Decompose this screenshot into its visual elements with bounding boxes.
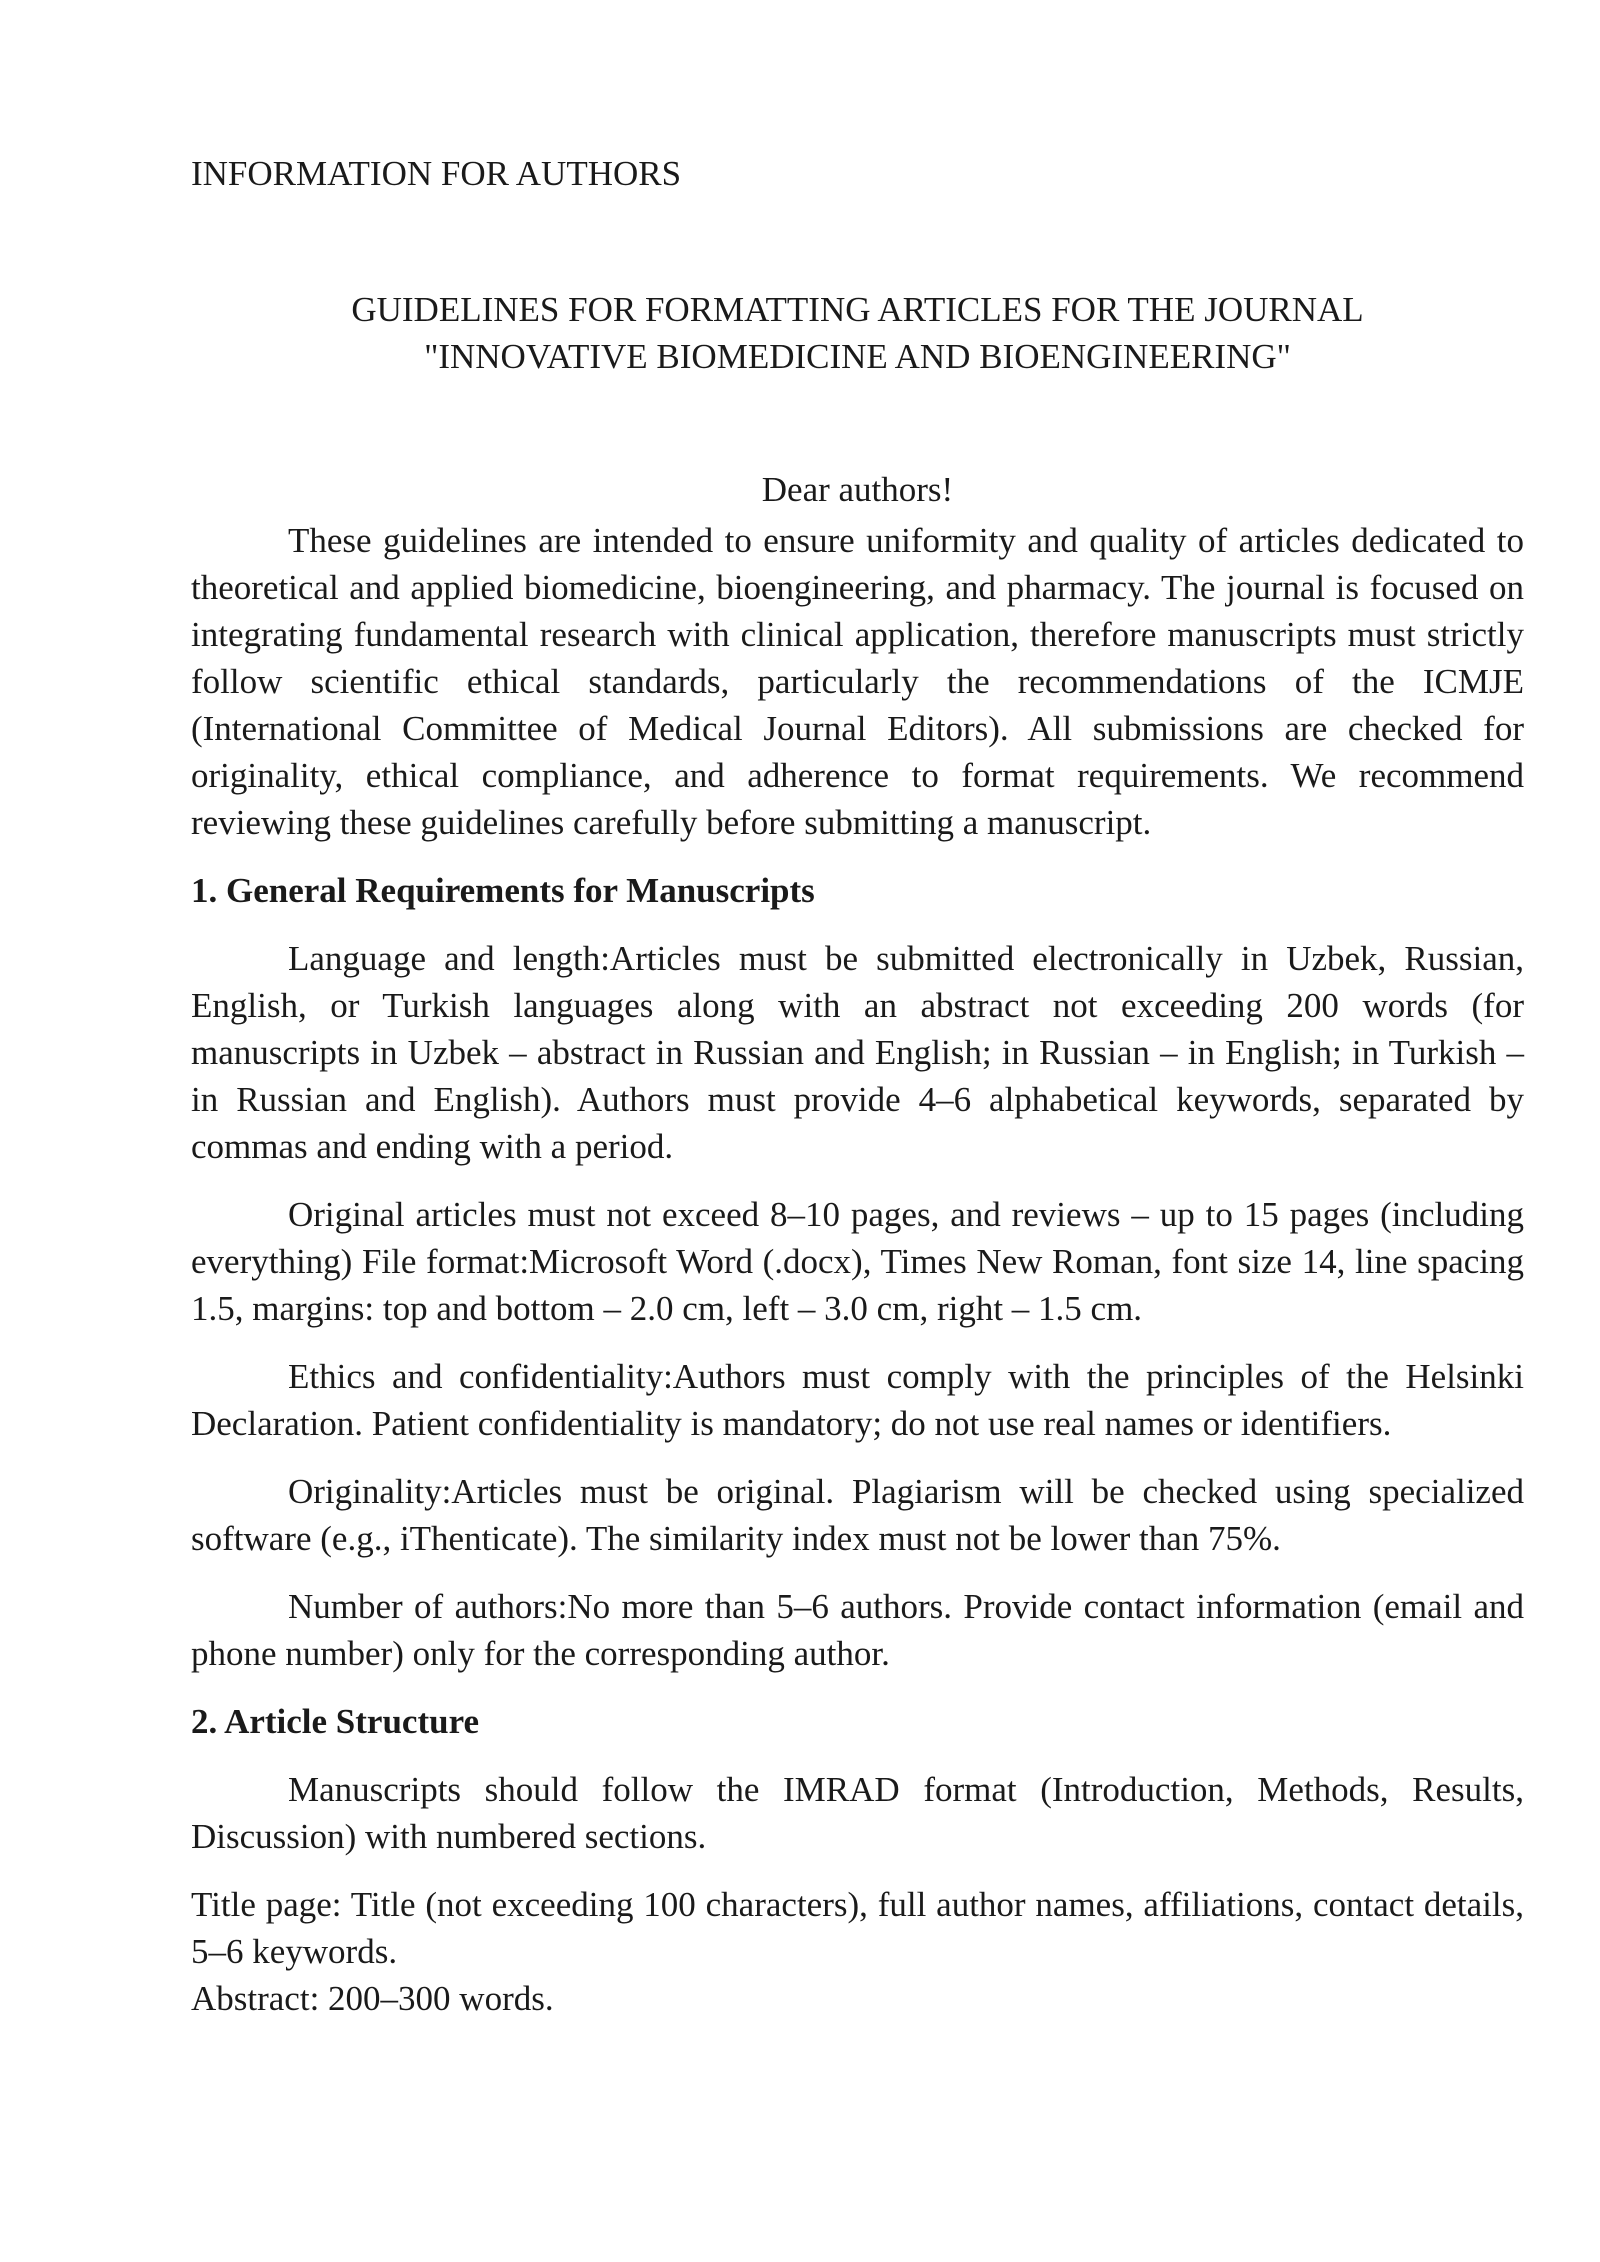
section-1-paragraph-ethics: Ethics and confidentiality:Authors must comply with the principles of the Helsinki Declaration. Patient confidentiality is mandatory; do not use real names or identifiers.	[191, 1357, 1524, 1443]
section-1-heading: 1. General Requirements for Manuscripts	[191, 871, 815, 910]
section-1-paragraph-authors: Number of authors:No more than 5–6 authors. Provide contact information (email and phone number) only for the corresponding author.	[191, 1587, 1524, 1673]
section-1-paragraph-length-format: Original articles must not exceed 8–10 pages, and reviews – up to 15 pages (including everything) File format:Microsoft Word (.docx), Times New Roman, font size 14, line spacing 1.5, margins: top and bottom – 2.0 cm, left – 3.0 cm, right – 1.5 cm.	[191, 1195, 1524, 1328]
section-1-paragraph-originality: Originality:Articles must be original. Plagiarism will be checked using specialized software (e.g., iThenticate). The similarity index must not be lower than 75%.	[191, 1472, 1524, 1558]
section-1-paragraph-language: Language and length:Articles must be submitted electronically in Uzbek, Russian, English, or Turkish languages along with an abstract not exceeding 200 words (for manuscripts in Uzbek – abstract in Russian and English; in Russian – in English; in Turkish – in Russian and English). Authors must provide 4–6 alphabetical keywords, separated by commas and ending with a period.	[191, 939, 1524, 1166]
guidelines-title-line-1: GUIDELINES FOR FORMATTING ARTICLES FOR THE JOURNAL	[351, 290, 1364, 329]
title-page-requirements: Title page: Title (not exceeding 100 characters), full author names, affiliations, contact details, 5–6 keywords.	[191, 1885, 1524, 1971]
guidelines-title	[191, 286, 1524, 380]
section-2-heading: 2. Article Structure	[191, 1702, 480, 1741]
section-2-paragraph-imrad: Manuscripts should follow the IMRAD format (Introduction, Methods, Results, Discussion) with numbered sections.	[191, 1770, 1524, 1856]
document-body	[191, 150, 1524, 2022]
info-heading: INFORMATION FOR AUTHORS	[191, 154, 682, 193]
greeting: Dear authors!	[761, 470, 954, 509]
abstract-requirements: Abstract: 200–300 words.	[191, 1979, 554, 2018]
guidelines-title-line-2: "INNOVATIVE BIOMEDICINE AND BIOENGINEERING"	[424, 337, 1291, 376]
intro-paragraph: These guidelines are intended to ensure uniformity and quality of articles dedicated to theoretical and applied biomedicine, bioengineering, and pharmacy. The journal is focused on integrating fundamental research with clinical application, therefore manuscripts must strictly follow scientific ethical standards, particularly the recommendations of the ICMJE (International Committee of Medical Journal Editors). All submissions are checked for originality, ethical compliance, and adherence to format requirements. We recommend reviewing these guidelines carefully before submitting a manuscript.	[191, 521, 1524, 842]
